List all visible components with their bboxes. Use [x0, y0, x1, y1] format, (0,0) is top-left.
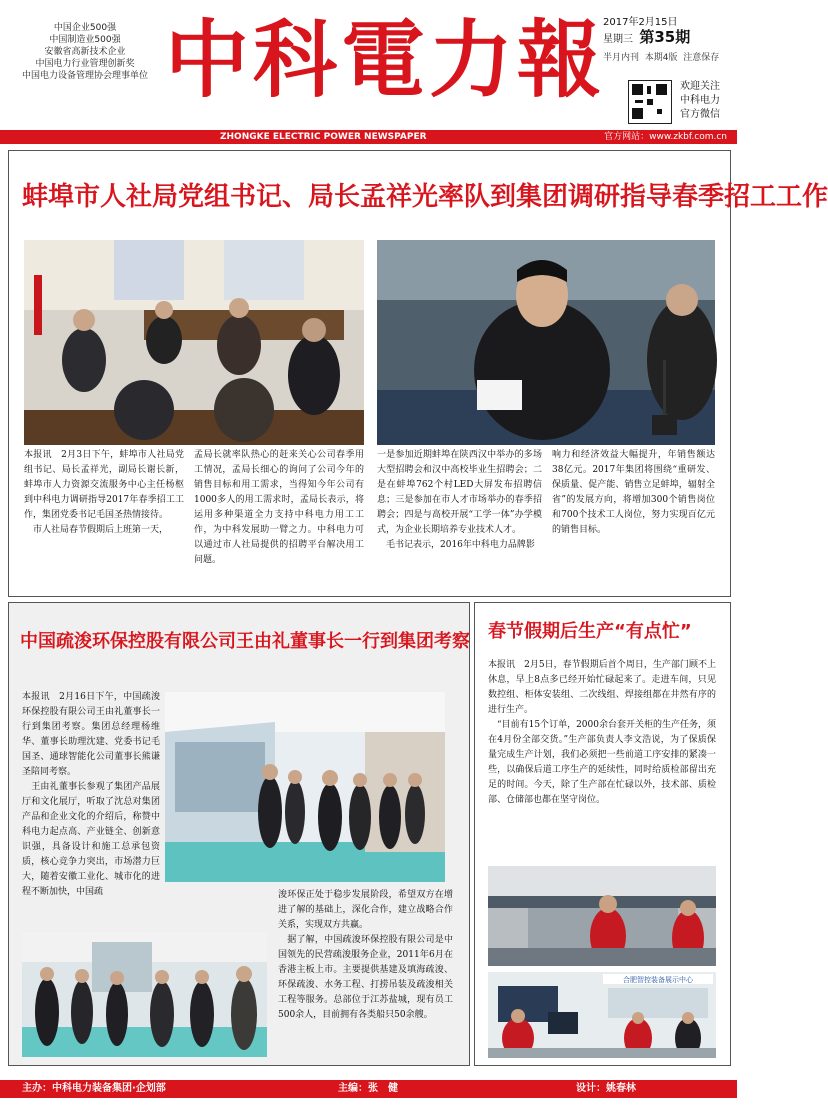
article-3-body: 本报讯 2月5日，春节假期后首个周日，生产部门顾不上休息，早上8点多已经开始忙碌起来了。走进车间，只见数控组、柜体安装组、二次线组、焊接组都在井然有序的进行生产。 “目前有15个订单，2000余台套开关柜的生产任务，须在4月份全部交货。”生产部负责人李文浩说，为了保质保量完成生产计划，我们必须把一些前道工序安排的紧凑一些，以确保后道工序生产的延续性，同时给质检部留出充足的时间。今天，除了生产部在忙碌以外，技术部、质检部、仓储部也都在坚守岗位。: [488, 660, 716, 805]
issue-pages: 本期4版: [644, 53, 678, 63]
issue-info: [603, 16, 728, 65]
footer-designer: 设计：姚春林: [576, 1083, 636, 1094]
article-1-col-3: 一是参加近期蚌埠在陕西汉中举办的多场大型招聘会和汉中高校毕业生招聘会；二是在蚌埠762个村LED大屏发布招聘信息；三是参加在市人才市场举办的春季招聘会；四是与高校开展“工学一体”办学模式，为企业长期培养专业技术人才。 毛书记表示，2016年中科电力品牌影: [377, 450, 542, 550]
photo-sign: 合肥智控装备展示中心: [623, 976, 693, 984]
article-2-title: 中国疏浚环保控股有限公司王由礼董事长一行到集团考察: [20, 631, 470, 652]
footer-editor: 主编：张 健: [338, 1083, 398, 1094]
honor-tag: 安徽省高新技术企业: [44, 47, 126, 57]
issue-frequency: 半月内刊: [603, 53, 640, 63]
visit-group-photo: [22, 932, 267, 1057]
honor-tag: 中国企业500强: [53, 23, 117, 33]
honor-tags: [10, 22, 160, 82]
honor-tag: 中国电力行业管理创新奖: [35, 59, 135, 69]
article-1-title: 蚌埠市人社局党组书记、局长孟祥光率队到集团调研指导春季招工工作: [22, 182, 828, 212]
exhibition-photo: [165, 692, 445, 882]
wechat-qr-code: [628, 80, 672, 124]
website-link[interactable]: 官方网站：www.zkbf.com.cn: [604, 132, 727, 142]
factory-photo: [488, 866, 716, 966]
issue-date: 2017年2月15日: [603, 17, 678, 28]
issue-note: 注意保存: [683, 53, 720, 63]
honor-tag: 中国制造业500强: [49, 35, 121, 45]
footer-sponsor: 主办：中科电力装备集团·企划部: [22, 1083, 166, 1094]
english-name: ZHONGKE ELECTRIC POWER NEWSPAPER: [220, 132, 427, 142]
honor-tag: 中国电力设备管理协会理事单位: [21, 71, 148, 81]
footer-bar: [0, 1080, 737, 1098]
issue-number: 第35期: [639, 28, 691, 46]
article-2-col-1: 本报讯 2月16日下午，中国疏浚环保控股有限公司王由礼董事长一行到集团考察。集团总经理杨维华、董事长助理沈建、党委书记毛国圣、通球智能化公司董事长熊谦圣陪同考察。 王由礼董事长参观了集团产品展厅和文化展厅，听取了沈总对集团产品和企业文化的介绍后，称赞中科电力起点高、产业链全、创新意识强，具备设计和施工总承包资质，核心竞争力突出，市场潜力巨大，随着安徽工业化、城市化的进程不断加快，中国疏: [22, 692, 160, 897]
article-3-title: 春节假期后生产“有点忙”: [488, 621, 692, 642]
wechat-follow: [680, 80, 736, 122]
follow-line: 中科电力: [680, 95, 720, 106]
article-2-col-2: 浚环保正处于稳步发展阶段，希望双方在增进了解的基础上，深化合作，建立战略合作关系，实现双方共赢。 据了解，中国疏浚环保控股有限公司是中国领先的民营疏浚服务企业，2011年6月在香港主板上市。主要提供基建及填海疏浚、环保疏浚、水务工程、打捞吊装及疏浚相关工程等服务。总部位于江苏盐城，现有员工500余人，目前拥有各类船只50余艘。: [278, 890, 453, 1020]
follow-line: 欢迎关注: [680, 81, 720, 92]
issue-weekday: 星期三: [603, 34, 633, 45]
article-1-col-1: 本报讯 2月3日下午，蚌埠市人社局党组书记、局长孟祥光，副局长谢长新，蚌埠市人力资源交流服务中心主任杨枢到中科电力调研指导2017年春季招工工作，集团党委书记毛国圣热情接待。 市人社局春节假期后上班第一天，: [24, 450, 184, 535]
meeting-photo: [24, 240, 364, 445]
control-center-photo: [488, 972, 716, 1058]
masthead-title: 中科電力報: [165, 10, 606, 109]
masthead-bar: [0, 130, 737, 144]
leader-photo: [377, 240, 715, 445]
article-1-col-4: 响力和经济效益大幅提升，年销售额达38亿元。2017年集团将围绕“重研发、保质量、促产能、销售立足蚌埠，辐射全省”的发展方向，将增加300个销售岗位和700个技术工人岗位，努力实现百亿元的销售目标。: [552, 450, 715, 535]
follow-line: 官方微信: [680, 109, 720, 120]
article-1-col-2: 孟局长就率队热心的赶来关心公司春季用工情况，孟局长细心的询问了公司今年的销售目标和用工需求，当得知今年公司有1000多人的用工需求时，孟局长表示，将运用多种渠道全力支持中科电力用工工作，为中科发展助一臂之力。中科电力可以通过市人社局提供的招聘平台解决用工问题。: [194, 450, 364, 565]
